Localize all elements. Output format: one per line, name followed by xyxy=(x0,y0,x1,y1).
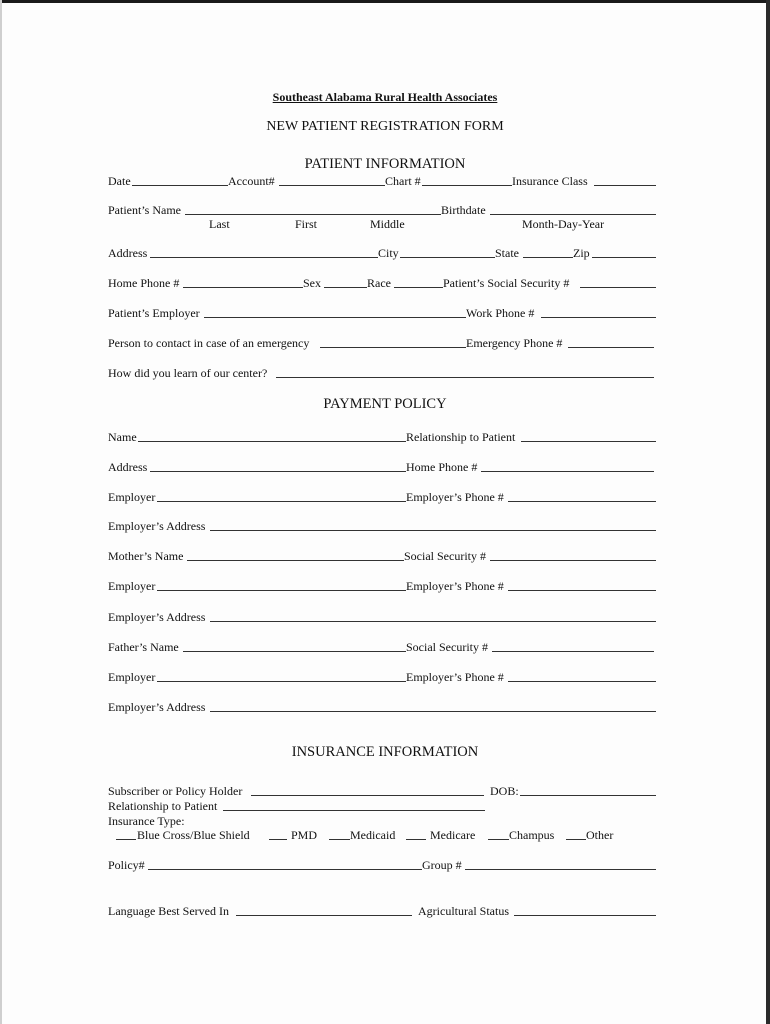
patient-name-field[interactable] xyxy=(185,214,441,215)
policy-field[interactable] xyxy=(148,869,422,870)
medicare-checkbox[interactable] xyxy=(406,839,426,840)
last-name-sublabel: Last xyxy=(209,217,230,231)
date-label: Date xyxy=(108,174,131,188)
father-name-label: Father’s Name xyxy=(108,640,179,654)
address-field[interactable] xyxy=(150,257,378,258)
emergency-phone-label: Emergency Phone # xyxy=(466,336,563,350)
scan-edge-right xyxy=(766,0,770,1024)
row-payer-employer-address xyxy=(108,519,656,533)
payer-name-field[interactable] xyxy=(138,441,406,442)
medicaid-checkbox[interactable] xyxy=(329,839,350,840)
agricultural-status-field[interactable] xyxy=(514,915,656,916)
how-learned-label: How did you learn of our center? xyxy=(108,366,268,380)
row-subscriber xyxy=(108,784,656,798)
mother-name-field[interactable] xyxy=(187,560,404,561)
row-insurance-type-options xyxy=(108,828,656,842)
date-field[interactable] xyxy=(132,185,228,186)
father-employer-field[interactable] xyxy=(157,681,406,682)
mother-ssn-label: Social Security # xyxy=(404,549,486,563)
race-field[interactable] xyxy=(394,287,443,288)
mother-employer-phone-field[interactable] xyxy=(508,590,656,591)
payer-employer-phone-label: Employer’s Phone # xyxy=(406,490,504,504)
other-option: Other xyxy=(586,828,614,842)
mother-employer-phone-label: Employer’s Phone # xyxy=(406,579,504,593)
other-checkbox[interactable] xyxy=(566,839,586,840)
section-title-payment-policy: PAYMENT POLICY xyxy=(323,396,447,412)
zip-label: Zip xyxy=(573,246,590,260)
payer-name-label: Name xyxy=(108,430,137,444)
father-name-field[interactable] xyxy=(183,651,406,652)
agricultural-status-label: Agricultural Status xyxy=(418,904,509,918)
sex-field[interactable] xyxy=(324,287,367,288)
mother-ssn-field[interactable] xyxy=(490,560,656,561)
emergency-phone-field[interactable] xyxy=(568,347,654,348)
organization-name: Southeast Alabama Rural Health Associates xyxy=(272,90,498,104)
patient-name-label: Patient’s Name xyxy=(108,203,181,217)
row-patient-name xyxy=(108,203,656,217)
dob-field[interactable] xyxy=(520,795,656,796)
mother-employer-address-field[interactable] xyxy=(210,621,656,622)
account-label: Account# xyxy=(228,174,275,188)
birthdate-format-sublabel: Month-Day-Year xyxy=(522,217,605,231)
policy-label: Policy# xyxy=(108,858,145,872)
row-policy-group xyxy=(108,858,656,872)
account-field[interactable] xyxy=(279,185,385,186)
payer-relationship-field[interactable] xyxy=(521,441,656,442)
payer-home-phone-field[interactable] xyxy=(481,471,654,472)
father-ssn-label: Social Security # xyxy=(406,640,488,654)
mother-employer-label: Employer xyxy=(108,579,156,593)
city-field[interactable] xyxy=(400,257,495,258)
row-emergency xyxy=(108,336,656,350)
father-employer-address-field[interactable] xyxy=(210,711,656,712)
medicaid-option: Medicaid xyxy=(350,828,396,842)
work-phone-label: Work Phone # xyxy=(466,306,535,320)
blue-cross-option: Blue Cross/Blue Shield xyxy=(137,828,250,842)
row-father-employer xyxy=(108,670,656,684)
payer-employer-address-field[interactable] xyxy=(210,530,656,531)
row-father-employer-address xyxy=(108,700,656,714)
payer-address-label: Address xyxy=(108,460,148,474)
ssn-label: Patient’s Social Security # xyxy=(443,276,570,290)
home-phone-field[interactable] xyxy=(183,287,303,288)
payer-employer-label: Employer xyxy=(108,490,156,504)
father-ssn-field[interactable] xyxy=(492,651,654,652)
dob-label: DOB: xyxy=(490,784,519,798)
father-employer-phone-label: Employer’s Phone # xyxy=(406,670,504,684)
row-how-learned xyxy=(108,366,656,380)
ssn-field[interactable] xyxy=(580,287,656,288)
section-title-patient-information: PATIENT INFORMATION xyxy=(304,156,466,172)
payer-employer-phone-field[interactable] xyxy=(508,501,656,502)
champus-option: Champus xyxy=(509,828,555,842)
mother-employer-address-label: Employer’s Address xyxy=(108,610,206,624)
row-insurance-type xyxy=(108,814,656,828)
row-employer xyxy=(108,306,656,320)
payer-address-field[interactable] xyxy=(150,471,406,472)
race-label: Race xyxy=(367,276,391,290)
address-label: Address xyxy=(108,246,148,260)
row-insured-relationship xyxy=(108,799,656,813)
form-title: NEW PATIENT REGISTRATION FORM xyxy=(266,119,504,134)
work-phone-field[interactable] xyxy=(541,317,656,318)
chart-field[interactable] xyxy=(422,185,512,186)
section-title-insurance-information: INSURANCE INFORMATION xyxy=(291,744,479,760)
scan-edge-top xyxy=(0,0,770,3)
zip-field[interactable] xyxy=(592,257,656,258)
insurance-type-label: Insurance Type: xyxy=(108,814,185,828)
row-mother-employer-address xyxy=(108,610,656,624)
row-mother-employer xyxy=(108,579,656,593)
insurance-class-label: Insurance Class xyxy=(512,174,588,188)
middle-name-sublabel: Middle xyxy=(370,217,405,231)
subscriber-label: Subscriber or Policy Holder xyxy=(108,784,243,798)
birthdate-label: Birthdate xyxy=(441,203,486,217)
insured-relationship-field[interactable] xyxy=(223,810,485,811)
emergency-contact-field[interactable] xyxy=(320,347,466,348)
first-name-sublabel: First xyxy=(295,217,318,231)
sex-label: Sex xyxy=(303,276,321,290)
mother-name-label: Mother’s Name xyxy=(108,549,184,563)
row-father-name xyxy=(108,640,656,654)
row-language-agricultural xyxy=(108,904,656,918)
champus-checkbox[interactable] xyxy=(488,839,509,840)
language-field[interactable] xyxy=(236,915,412,916)
home-phone-label: Home Phone # xyxy=(108,276,180,290)
chart-label: Chart # xyxy=(385,174,421,188)
father-employer-address-label: Employer’s Address xyxy=(108,700,206,714)
payer-employer-address-label: Employer’s Address xyxy=(108,519,206,533)
payer-employer-field[interactable] xyxy=(157,501,406,502)
group-label: Group # xyxy=(422,858,462,872)
blue-cross-checkbox[interactable] xyxy=(116,839,136,840)
row-date-account xyxy=(108,174,656,188)
state-field[interactable] xyxy=(523,257,573,258)
mother-employer-field[interactable] xyxy=(157,590,406,591)
pmd-checkbox[interactable] xyxy=(269,839,287,840)
payer-relationship-label: Relationship to Patient xyxy=(406,430,516,444)
birthdate-field[interactable] xyxy=(490,214,656,215)
emergency-contact-label: Person to contact in case of an emergency xyxy=(108,336,310,350)
group-field[interactable] xyxy=(465,869,656,870)
scan-edge-left xyxy=(0,0,2,1024)
state-label: State xyxy=(495,246,519,260)
row-payer-name xyxy=(108,430,656,444)
insurance-class-field[interactable] xyxy=(594,185,656,186)
patient-employer-label: Patient’s Employer xyxy=(108,306,200,320)
row-home-phone xyxy=(108,276,656,290)
insured-relationship-label: Relationship to Patient xyxy=(108,799,218,813)
how-learned-field[interactable] xyxy=(276,377,654,378)
city-label: City xyxy=(378,246,399,260)
row-mother-name xyxy=(108,549,656,563)
subscriber-field[interactable] xyxy=(251,795,484,796)
row-payer-employer xyxy=(108,490,656,504)
father-employer-label: Employer xyxy=(108,670,156,684)
language-label: Language Best Served In xyxy=(108,904,229,918)
father-employer-phone-field[interactable] xyxy=(508,681,656,682)
row-address xyxy=(108,246,656,260)
medicare-option: Medicare xyxy=(430,828,476,842)
payer-home-phone-label: Home Phone # xyxy=(406,460,478,474)
pmd-option: PMD xyxy=(291,828,318,842)
patient-employer-field[interactable] xyxy=(204,317,466,318)
row-payer-address xyxy=(108,460,656,474)
